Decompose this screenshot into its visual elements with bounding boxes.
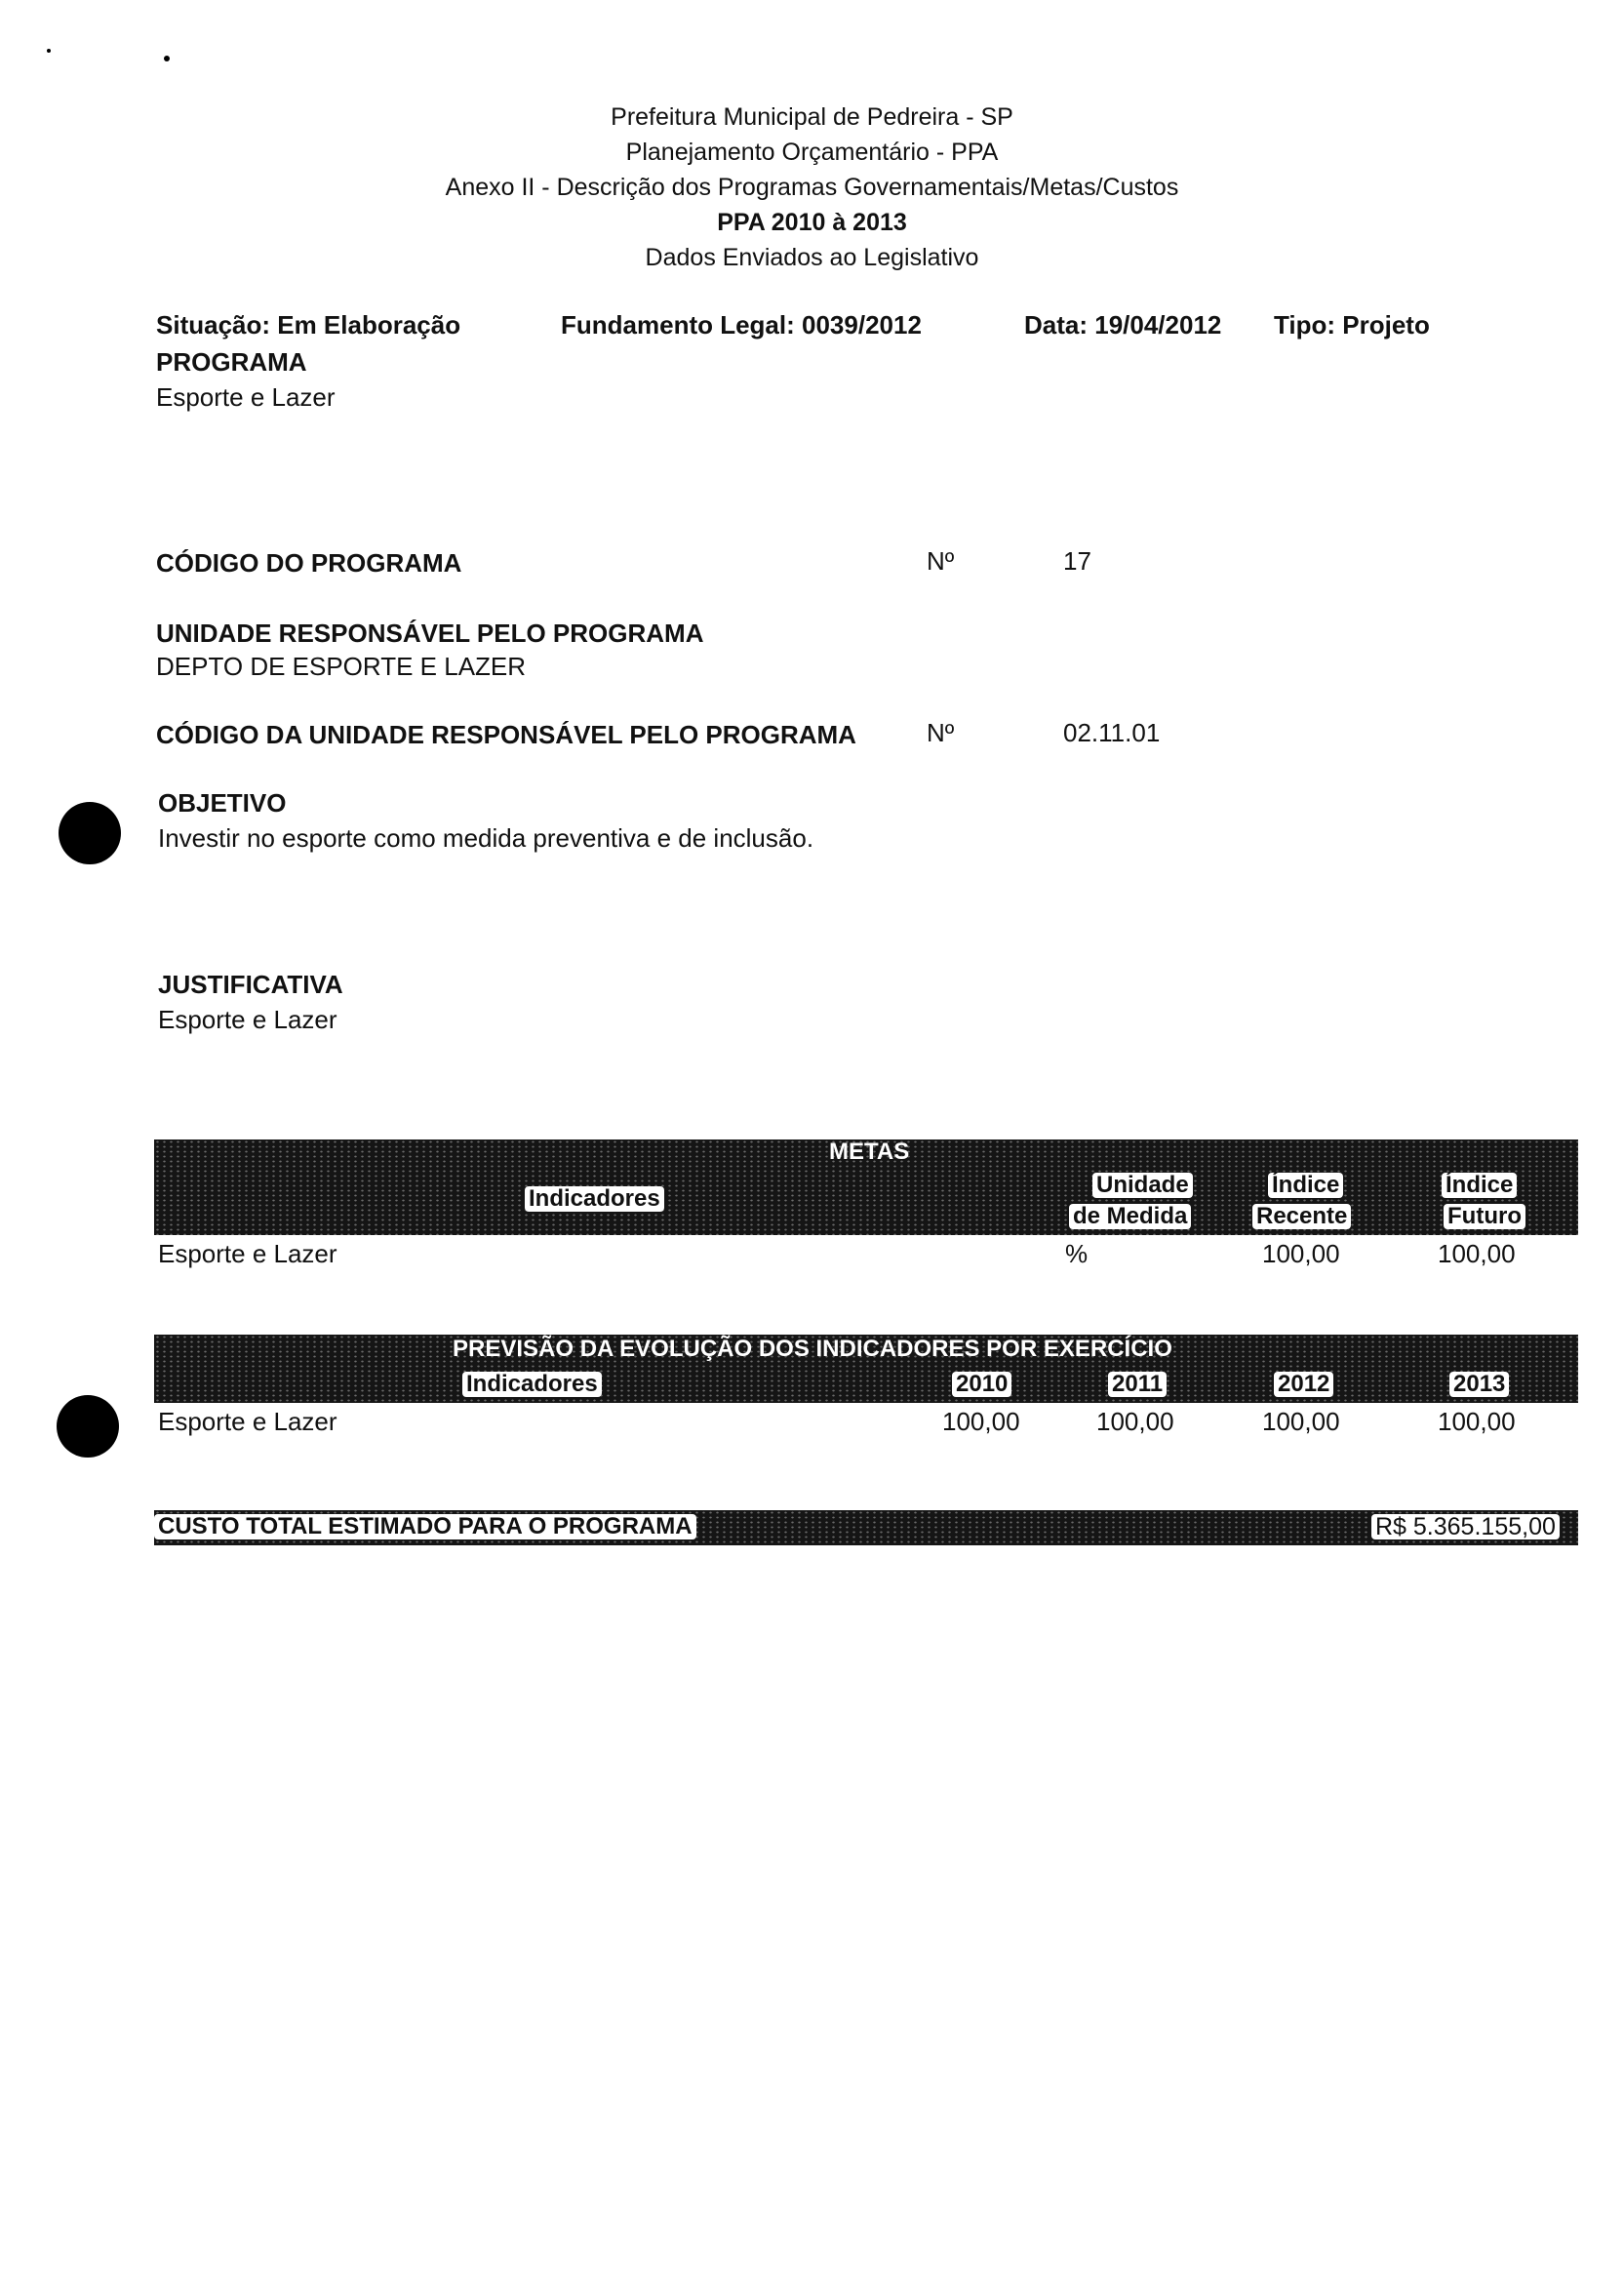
data: Data: 19/04/2012 <box>1024 310 1222 340</box>
punch-hole-bottom <box>57 1395 119 1458</box>
custo-bar <box>154 1510 1578 1545</box>
unidade-value: DEPTO DE ESPORTE E LAZER <box>156 652 527 681</box>
codigo-programa-label: CÓDIGO DO PROGRAMA <box>156 548 462 578</box>
custo-value: R$ 5.365.155,00 <box>1371 1514 1560 1539</box>
previsao-header-bar <box>154 1335 1578 1403</box>
header-municipality: Prefeitura Municipal de Pedreira - SP <box>611 103 1013 131</box>
codigo-unidade-no: Nº <box>927 718 955 747</box>
programa-label: PROGRAMA <box>156 347 307 377</box>
metas-col-recente-1: Índice <box>1268 1173 1343 1198</box>
codigo-unidade-value: 02.11.01 <box>1063 718 1161 747</box>
metas-row-futuro: 100,00 <box>1438 1239 1516 1268</box>
metas-row-indicador: Esporte e Lazer <box>158 1239 337 1268</box>
justificativa-value: Esporte e Lazer <box>158 1005 337 1034</box>
scan-speck <box>164 56 170 61</box>
metas-col-unidade-2: de Medida <box>1069 1204 1191 1229</box>
codigo-programa-no: Nº <box>927 546 955 576</box>
header-annex: Anexo II - Descrição dos Programas Governamentais/Metas/Custos <box>445 174 1179 201</box>
justificativa-label: JUSTIFICATIVA <box>158 970 343 999</box>
previsao-row-value-2012: 100,00 <box>1262 1407 1340 1436</box>
punch-hole-top <box>59 802 121 864</box>
previsao-title: PREVISÃO DA EVOLUÇÃO DOS INDICADORES POR EXERCÍCIO <box>453 1336 1172 1362</box>
metas-col-futuro-1: Índice <box>1442 1173 1517 1198</box>
metas-col-recente-2: Recente <box>1252 1204 1351 1229</box>
previsao-row-value-2010: 100,00 <box>942 1407 1020 1436</box>
header-planning: Planejamento Orçamentário - PPA <box>625 139 999 166</box>
metas-col-unidade-1: Unidade <box>1092 1173 1193 1198</box>
previsao-col-year-2010: 2010 <box>952 1372 1011 1397</box>
objetivo-value: Investir no esporte como medida preventiva e de inclusão. <box>158 823 814 853</box>
previsao-col-year-2012: 2012 <box>1274 1372 1333 1397</box>
objetivo-label: OBJETIVO <box>158 788 287 818</box>
previsao-col-year-2011: 2011 <box>1108 1372 1167 1397</box>
codigo-programa-value: 17 <box>1063 546 1091 576</box>
fundamento-legal: Fundamento Legal: 0039/2012 <box>561 310 922 340</box>
tipo: Tipo: Projeto <box>1274 310 1430 340</box>
custo-label: CUSTO TOTAL ESTIMADO PARA O PROGRAMA <box>154 1514 696 1539</box>
previsao-row-indicador: Esporte e Lazer <box>158 1407 337 1436</box>
previsao-row-value-2011: 100,00 <box>1096 1407 1174 1436</box>
metas-row-unidade: % <box>1065 1239 1089 1268</box>
previsao-row-value-2013: 100,00 <box>1438 1407 1516 1436</box>
scan-speck <box>47 49 51 53</box>
metas-col-indicadores: Indicadores <box>525 1186 664 1212</box>
programa-value: Esporte e Lazer <box>156 382 336 412</box>
unidade-label: UNIDADE RESPONSÁVEL PELO PROGRAMA <box>156 619 704 648</box>
metas-col-futuro-2: Futuro <box>1444 1204 1525 1229</box>
previsao-col-year-2013: 2013 <box>1449 1372 1509 1397</box>
previsao-col-indicadores: Indicadores <box>462 1372 602 1397</box>
metas-row-recente: 100,00 <box>1262 1239 1340 1268</box>
header-ppa: PPA 2010 à 2013 <box>717 209 907 236</box>
header-sent: Dados Enviados ao Legislativo <box>645 244 979 271</box>
situacao: Situação: Em Elaboração <box>156 310 461 340</box>
codigo-unidade-label: CÓDIGO DA UNIDADE RESPONSÁVEL PELO PROGRAMA <box>156 720 856 749</box>
metas-header-bar <box>154 1139 1578 1235</box>
metas-title: METAS <box>829 1139 910 1165</box>
